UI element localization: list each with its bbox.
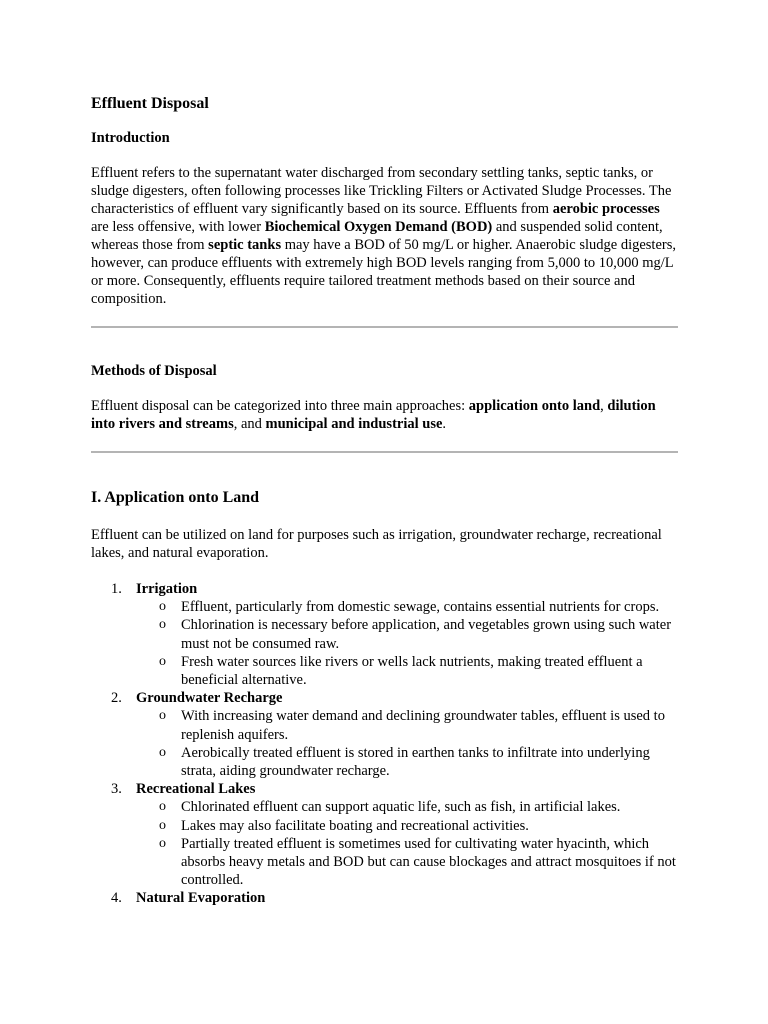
- circle-bullet-icon: o: [159, 599, 166, 615]
- list-item: [91, 889, 678, 907]
- methods-heading: Methods of Disposal: [91, 363, 217, 379]
- section-intro-paragraph: Effluent can be utilized on land for purposes such as irrigation, groundwater recharge, recreational lakes, and natural evaporation.: [91, 527, 662, 561]
- sub-list-item: [136, 598, 678, 616]
- document-content: [91, 91, 678, 908]
- sub-list-item-text: With increasing water demand and declining groundwater tables, effluent is used to replenish aquifers.: [181, 708, 665, 743]
- list-item-number: 2.: [111, 690, 122, 707]
- circle-bullet-icon: o: [159, 817, 166, 833]
- methods-text-1: Effluent disposal can be categorized into three main approaches:: [91, 398, 469, 414]
- circle-bullet-icon: o: [159, 653, 166, 669]
- circle-bullet-icon: o: [159, 835, 166, 851]
- introduction-heading: Introduction: [91, 130, 170, 146]
- list-item-label: Groundwater Recharge: [136, 690, 283, 707]
- application-methods-list: [91, 580, 678, 908]
- methods-bold-dilution: dilution into rivers and streams: [91, 398, 656, 432]
- sub-list-item: [136, 817, 678, 835]
- methods-bold-municipal: municipal and industrial use: [265, 416, 443, 432]
- list-item: [91, 580, 678, 689]
- introduction-paragraph: [91, 164, 678, 308]
- list-item-label: Irrigation: [136, 581, 198, 597]
- intro-bold-bod: Biochemical Oxygen Demand (BOD): [264, 219, 493, 235]
- sub-list-item-text: Chlorination is necessary before application, and vegetables grown using such water must not be consumed raw.: [181, 617, 672, 652]
- sub-list: [136, 598, 678, 689]
- sub-list-item: [136, 744, 678, 780]
- sub-list-item: [136, 835, 678, 890]
- sub-list-item: [136, 798, 678, 816]
- sub-list-item: [136, 653, 678, 689]
- sub-list-item-text: Fresh water sources like rivers or wells lack nutrients, making treated effluent a beneficial alternative.: [181, 653, 643, 689]
- sub-list: [136, 798, 678, 889]
- sub-list-item: [136, 616, 678, 652]
- divider: [91, 451, 678, 453]
- circle-bullet-icon: o: [159, 799, 166, 815]
- methods-bold-land: application onto land: [468, 398, 601, 414]
- sub-list-item-text: Chlorinated effluent can support aquatic life, such as fish, in artificial lakes.: [181, 799, 621, 816]
- list-item-label: Natural Evaporation: [136, 890, 266, 907]
- circle-bullet-icon: o: [159, 617, 166, 633]
- methods-text-4: .: [442, 416, 447, 432]
- intro-text-2: are less offensive, with lower: [91, 219, 265, 235]
- divider: [91, 326, 678, 328]
- methods-text-3: , and: [233, 416, 266, 432]
- intro-bold-aerobic: aerobic processes: [552, 201, 660, 217]
- intro-text-3: and suspended solid content, whereas those from: [91, 219, 663, 253]
- intro-text-1: Effluent refers to the supernatant water discharged from secondary settling tanks, septic tanks, or sludge digesters, often following processes like Trickling Filters or Activated Sludge Processes. The characteristics of effluent vary significantly based on its source. Effluents from: [91, 165, 672, 217]
- list-item-number: 3.: [111, 781, 122, 798]
- section-heading-application-onto-land: I. Application onto Land: [91, 489, 260, 506]
- methods-paragraph: [91, 397, 678, 433]
- list-item-label: Recreational Lakes: [136, 781, 256, 798]
- list-item-number: 4.: [111, 890, 122, 907]
- sub-list-item-text: Effluent, particularly from domestic sewage, contains essential nutrients for crops.: [181, 599, 660, 616]
- list-item: [91, 689, 678, 780]
- sub-list-item: [136, 707, 678, 743]
- list-item-number: 1.: [111, 581, 122, 597]
- document-title: Effluent Disposal: [91, 95, 209, 112]
- circle-bullet-icon: o: [159, 708, 166, 724]
- circle-bullet-icon: o: [159, 744, 166, 760]
- sub-list-item-text: Aerobically treated effluent is stored in earthen tanks to infiltrate into underlying strata, aiding groundwater recharge.: [181, 744, 650, 780]
- sub-list: [136, 707, 678, 780]
- intro-text-4: may have a BOD of 50 mg/L or higher. Anaerobic sludge digesters, however, can produce effluents with extremely high BOD levels ranging from 5,000 to 10,000 mg/L or more. Consequently, effluents require tailored treatment methods based on their source and composition.: [91, 237, 676, 307]
- intro-bold-septic: septic tanks: [208, 237, 282, 253]
- sub-list-item-text: Lakes may also facilitate boating and recreational activities.: [181, 817, 529, 834]
- methods-text-2: ,: [600, 398, 608, 414]
- list-item: [91, 780, 678, 889]
- sub-list-item-text: Partially treated effluent is sometimes used for cultivating water hyacinth, which absorbs heavy metals and BOD but can cause blockages and attract mosquitoes if not controlled.: [181, 835, 676, 889]
